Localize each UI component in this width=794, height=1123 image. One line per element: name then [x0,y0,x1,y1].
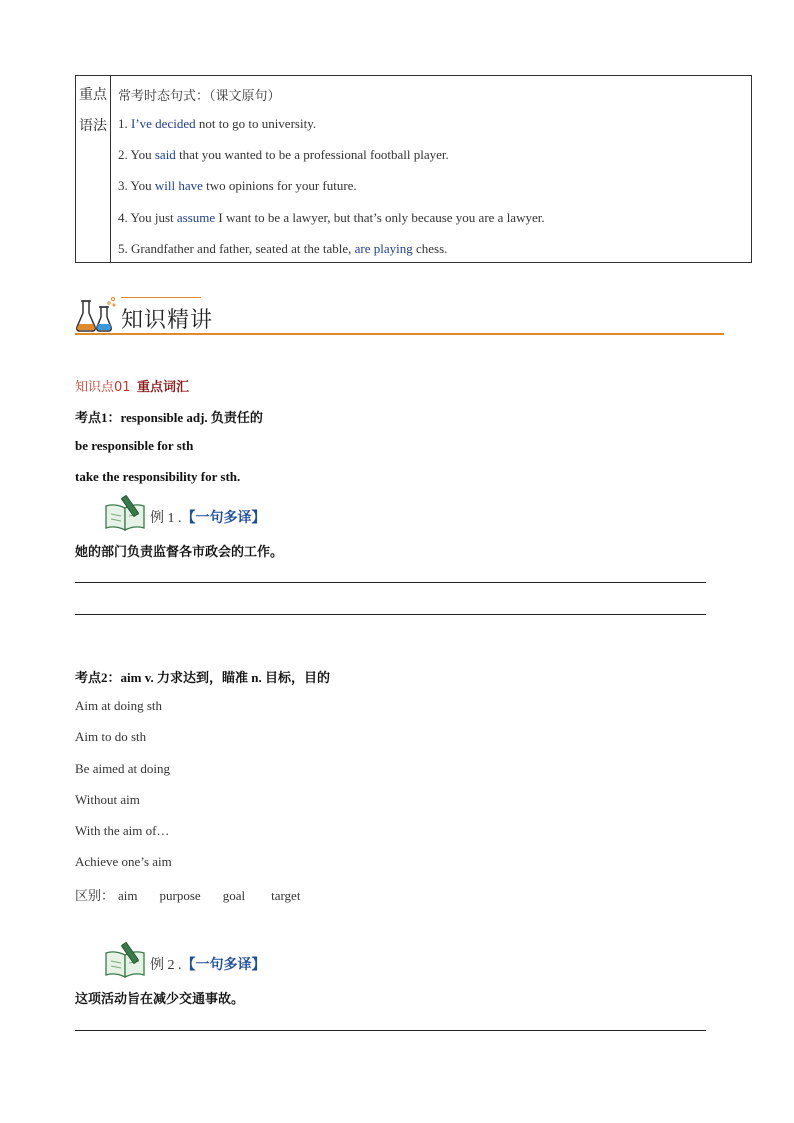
lab-flask-icon [75,295,117,333]
example1-sentence: 她的部门负责监督各市政会的工作。 [75,545,284,560]
point2-line-5: With the aim of… [75,823,170,838]
point2-line-3: Be aimed at doing [75,761,170,776]
answer-line-1 [75,582,706,583]
book-pencil-icon [103,941,149,979]
grammar-row-1: 1. I’ve decided not to go to university. [118,116,317,131]
example1-label: 例 1 .【一句多译】 [150,510,266,526]
point1-line-1: be responsible for sth [75,438,194,453]
point1-heading: 考点1：responsible adj. 负责任的 [75,410,263,425]
table-label-line2: 语法 [79,118,107,134]
example2-sentence: 这项活动旨在减少交通事故。 [75,992,245,1007]
answer-line-3 [75,1030,706,1031]
book-pencil-icon [103,494,149,532]
point1-line-2: take the responsibility for sth. [75,469,241,484]
grammar-table [75,75,752,263]
table-label-line1: 重点 [79,87,107,103]
grammar-row-5: 5. Grandfather and father, seated at the table, are playing chess. [118,241,448,256]
point2-line-2: Aim to do sth [75,729,147,744]
grammar-row-3: 3. You will have two opinions for your future. [118,178,357,193]
grammar-row-4: 4. You just assume I want to be a lawyer, but that’s only because you are a lawyer. [118,210,545,225]
point2-line-4: Without aim [75,792,140,807]
point2-line-1: Aim at doing sth [75,698,163,713]
example2-label: 例 2 .【一句多译】 [150,957,266,973]
section-title: 知识精讲 [121,308,214,333]
point2-heading: 考点2：aim v. 力求达到，瞄准 n. 目标，目的 [75,670,330,685]
section-top-rule [121,297,201,298]
knowledge-point-heading: 知识点01 重点词汇 [75,380,190,395]
grammar-row-2: 2. You said that you wanted to be a professional football player. [118,147,449,162]
point2-difference: 区别： aim purpose goal target [75,888,301,904]
answer-line-2 [75,614,706,615]
table-divider [110,76,111,262]
point2-line-6: Achieve one’s aim [75,854,172,869]
section-rule [75,333,724,335]
grammar-heading: 常考时态句式：（课文原句） [118,89,281,104]
